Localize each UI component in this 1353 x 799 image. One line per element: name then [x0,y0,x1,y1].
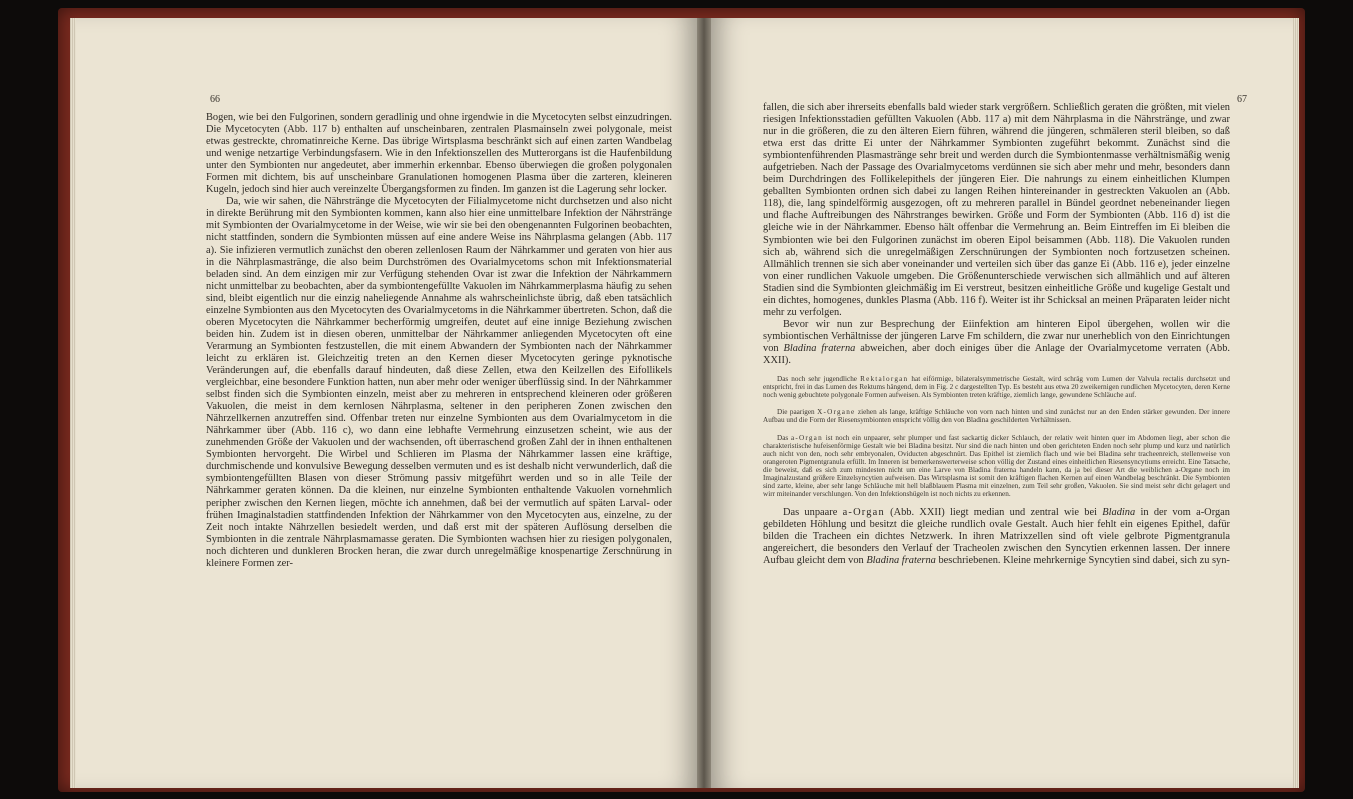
page-edge-left [70,18,76,788]
small-note-a-organ: Das a-Organ ist noch ein unpaarer, sehr plumper und fast sackartig dicker Schlauch, der relativ weit hinten quer im Abdomen liegt, aber schon die charakteristische hufeisenförmige Gestalt wie bei Bladina besitzt. Nur sind die nach hinten und oben gerichteten Enden noch sehr plump und kurz und natürlich auch nicht von den, noch sehr embryonalen, Oviducten abgeschnürt. Das Epithel ist ziemlich flach und wie bei Bladina sehr tracheenreich, stellenweise von orangeroten Pigmentgranula erfüllt. Im Inneren ist bemerkenswerterweise schon völlig der Zustand eines einheitlichen Riesensyncytiums erreicht. Eine Tatsache, die beweist, daß es sich zum mindesten nicht um eine Larve von Bladina fraterna handeln kann, da ja bei dieser Art die weiblichen a-Organe noch im Imaginalzustand größere Einzelsyncytien aufweisen. Das Wirtsplasma ist somit den kräftigen flachen Kernen auf einen Wandbelag beschränkt. Die Symbionten sind zarte, kleine, aber sehr lange Schläuche mit hell blaßblauem Plasma mit einzelnen, zum Teil sehr großen, Vakuolen. Sie sind meist sehr dicht gelagert und wirr miteinander verschlungen. Von den Infektionshügeln ist noch nichts zu erkennen. [763,433,1230,499]
left-paragraph-2: Da, wie wir sahen, die Nährstränge die Mycetocyten der Filialmycetome nicht durchsetzen und also nicht in direkte Berührung mit den Symbionten kommen, kann also hier eine unmittelbare Infektion der Nährstränge mit Symbionten der Ovarialmycetome in der Weise, wie wir sie bei den obengenannten Fulgorinen beobachten, nicht stattfinden, sondern die Symbionten müssen auf eine andere Weise ins Nährplasma gelangen (Abb. 117 a). Sie infizieren vermutlich zunächst den oberen zellenlosen Raum der Nährkammer und geraten von hier aus in die Nährplasmastränge, die also beim Durchströmen des Ovarialmycetoms schon mit Infektionsmaterial beladen sind. An dem einzigen mir zur Verfügung stehenden Ovar ist zwar die Infektion der Nährkammern nicht unmittelbar zu beobachten, aber da symbiontengefüllte Vakuolen im Nährkammerplasma häufig zu sehen sind, bleibt eigentlich nur die einzig naheliegende Annahme als wahrscheinlichste übrig, daß eben tatsächlich einzelne Symbionten aus den Mycetocyten des Ovarialmycetoms in die Nährkammer übertreten. Schon, daß die oberen Mycetocyten die Nährkammer becherförmig umgreifen, deutet auf eine innige Beziehung zwischen beiden hin. Zudem ist in diesen oberen, unmittelbar der Nährkammer anliegenden Mycetocyten oft eine Verarmung an Symbionten festzustellen, die mit einem Abwandern der Symbionten nach der Nährkammer leicht zu erklären ist. Gleichzeitig treten an den Kernen dieser Mycetocyten geringe pyknotische Veränderungen auf, die ebenfalls darauf hindeuten, daß diese Zellen, etwa den Keilzellen des Eifollikels vergleichbar, eine besondere Funktion hatten, nun aber mehr oder weniger überflüssig sind. In der Nährkammer selbst finden sich die Symbionten einzeln, meist aber zu mehreren in entsprechend kleineren oder größeren Vakuolen, die meist in dem kernlosen Nährplasma, seltener in den peripheren Zonen zwischen den Nährzellkernen anzutreffen sind. Offenbar treten nur einzelne Symbionten aus dem Ovarialmycetom in die Nährkammer über (Abb. 116 c), wo dann eine lebhafte Vermehrung einzusetzen scheint, wie aus der zunehmenden Größe der Vakuolen und der wachsenden, oft überraschend großen Zahl der in ihnen enthaltenen Symbionten hervorgeht. Die Wirbel und Schlieren im Plasma der Nährkammer lassen eine kräftige, durchmischende und konvulsive Bewegung desselben vermuten und es ist deshalb nicht verwunderlich, daß die symbiontengefüllten Blasen von dieser Strömung passiv mitgeführt werden und so in alle Teile der Nährkammer geraten können. Da die kleinen, nur einzelne Symbionten enthaltende Vakuolen vornehmlich peripher zwischen den Kernen liegen, möchte ich annehmen, daß bei der vermutlich auf späten Larval- oder frühen Imaginalstadien stattfindenden Infektion der Nährkammer von den Mycetocyten aus, einzelne, zu der Zeit noch intakte Nährzellen besiedelt werden, und daß erst mit der späteren Auflösung derselben die Symbionten in die zentrale Nährplasmamasse geraten. Die Symbionten wachsen hier zu riesigen polygonalen, noch dichteren und dunkleren Brocken heran, die zwar durch unregelmäßige knospenartige Zerschnürung in kleinere Formen zer- [206,196,672,569]
page-edge-right [1293,18,1299,788]
right-page-text [763,102,1230,567]
page-number-right: 67 [1237,94,1247,105]
left-page-text [206,112,672,570]
right-paragraph-2: Bevor wir nun zur Besprechung der Eiinfektion am hinteren Eipol übergehen, wollen wir die symbiontischen Verhältnisse der jüngeren Larve Fm schildern, die zwar nur unerheblich von den Einrichtungen von Bladina fraterna abweichen, aber doch einiges über die Anlage der Ovarialmycetome verraten (Abb. XXII). [763,318,1230,366]
left-page [70,18,697,788]
small-note-rektalorgan: Das noch sehr jugendliche Rektalorgan hat eiförmige, bilateralsymmetrische Gestalt, wird schräg vom Lumen der Valvula rectalis durchsetzt und entspricht, frei in das Lumen des Rektums hängend, dem in Fig. 2 c dargestellten Typ. Es besteht aus etwa 20 zweikernigen rundlichen Mycetocyten, deren Kerne noch wenig gebuchtete polygonale Formen aufweisen. Als Symbionten treten kräftige, ziemlich lange, gewundene Schläuche auf. [763,375,1230,400]
right-page [711,18,1299,788]
small-note-x-organe: Die paarigen X-Organe ziehen als lange, kräftige Schläuche von vorn nach hinten und sind zunächst nur an den Enden stärker gewunden. Der innere Aufbau und die Form der Riesensymbionten entspricht völlig den von Bladina geschilderten Verhältnissen. [763,408,1230,425]
right-paragraph-3: Das unpaare a-Organ (Abb. XXII) liegt median und zentral wie bei Bladina in der vom a-Organ gebildeten Höhlung und besitzt die gleiche rundlich ovale Gestalt. Auch hier fehlt ein eigenes Epithel, dafür bilden die Tracheen ein dichtes Netzwerk. In ihren Matrixzellen sind oft viele gelbrote Pigmentgranula angereichert, die besonders den Verlauf der Tracheolen zwischen den Syncytien erkennen lassen. Der innere Aufbau gleicht dem von Bladina fraterna beschriebenen. Kleine mehrkernige Syncytien sind dabei, sich zu syn- [763,507,1230,567]
right-paragraph-1: fallen, die sich aber ihrerseits ebenfalls bald wieder stark vergrößern. Schließlich geraten die größten, mit vielen riesigen Infektionsstadien gefüllten Vakuolen (Abb. 117 a) mit dem Nährplasma in die Nährstränge, und zwar nur in die größeren, die zu den älteren Eiern führen, während die jüngeren, schmäleren steril bleiben, so daß etwa erst das dritte Ei unter der Nährkammer Symbionten zugeführt bekommt. Zunächst sind die symbiontenführenden Plasmastränge sehr breit und werden durch die Symbiontenmasse verhältnismäßig wenig aufgetrieben. Nach der Passage des Ovarialmycetoms verdünnen sie sich aber mehr und mehr, besonders dann beim Durchdringen des Follikelepithels der jüngeren Eier. Die nahrungs zu einem einheitlichen Klumpen geballten Symbionten ordnen sich dabei zu langen Reihen hintereinander in gestreckten Vakuolen an (Abb. 118), die, lang spindelförmig ausgezogen, oft zu mehreren parallel in Bündel geordnet nebeneinander liegen und flache Auftreibungen des Nährstranges bewirken. Größe und Form der Symbionten (Abb. 116 d) ist die gleiche wie in der Nährkammer. Ebenso hält offenbar die Vermehrung an. Beim Eintreffen im Ei bleiben die Symbionten wie bei den Fulgorinen zunächst im oberen Eipol beisammen (Abb. 118). Die Vakuolen runden sich ab, während sich die unregelmäßigen Zerschnürungen der Symbionten noch fortzusetzen scheinen. Allmählich trennen sie sich aber voneinander und verteilen sich über das ganze Ei (Abb. 116 e), jeder einzelne von einer rundlichen Vakuole umgeben. Die Größenunterschiede verwischen sich allmählich und auf älteren Stadien sind die Symbionten gleichmäßig im Ei verstreut, besitzen einheitliche Größe und kugelige Gestalt und ein dichtes, homogenes, dunkles Plasma (Abb. 116 f). Weiter ist ihr Schicksal an meinen Präparaten leider nicht mehr zu verfolgen. [763,102,1230,318]
left-paragraph-1: Bogen, wie bei den Fulgorinen, sondern geradlinig und ohne irgendwie in die Mycetocyten selbst einzudringen. Die Mycetocyten (Abb. 117 b) enthalten auf unscheinbaren, zentralen Plasmainseln zwei polygonale, meist etwas gestreckte, chromatinreiche Kerne. Das übrige Wirtsplasma beschränkt sich auf einen zarten Wandbelag und wenige netzartige Verbindungsfasern. Wie in den Infektionszellen des Mutterorgans ist die Haufenbildung unter den Symbionten nur angedeutet, aber immerhin erkennbar. Ebenso überwiegen die großen polygonalen Formen mit dichtem, bis auf unscheinbare Granulationen homogenen Plasma über die zarteren, kleineren Kugeln, jedoch sind hier auch vereinzelte Übergangsformen zu finden. Im ganzen ist die Lagerung sehr locker. [206,112,672,196]
page-number-left: 66 [210,94,220,105]
book-gutter [697,18,711,788]
